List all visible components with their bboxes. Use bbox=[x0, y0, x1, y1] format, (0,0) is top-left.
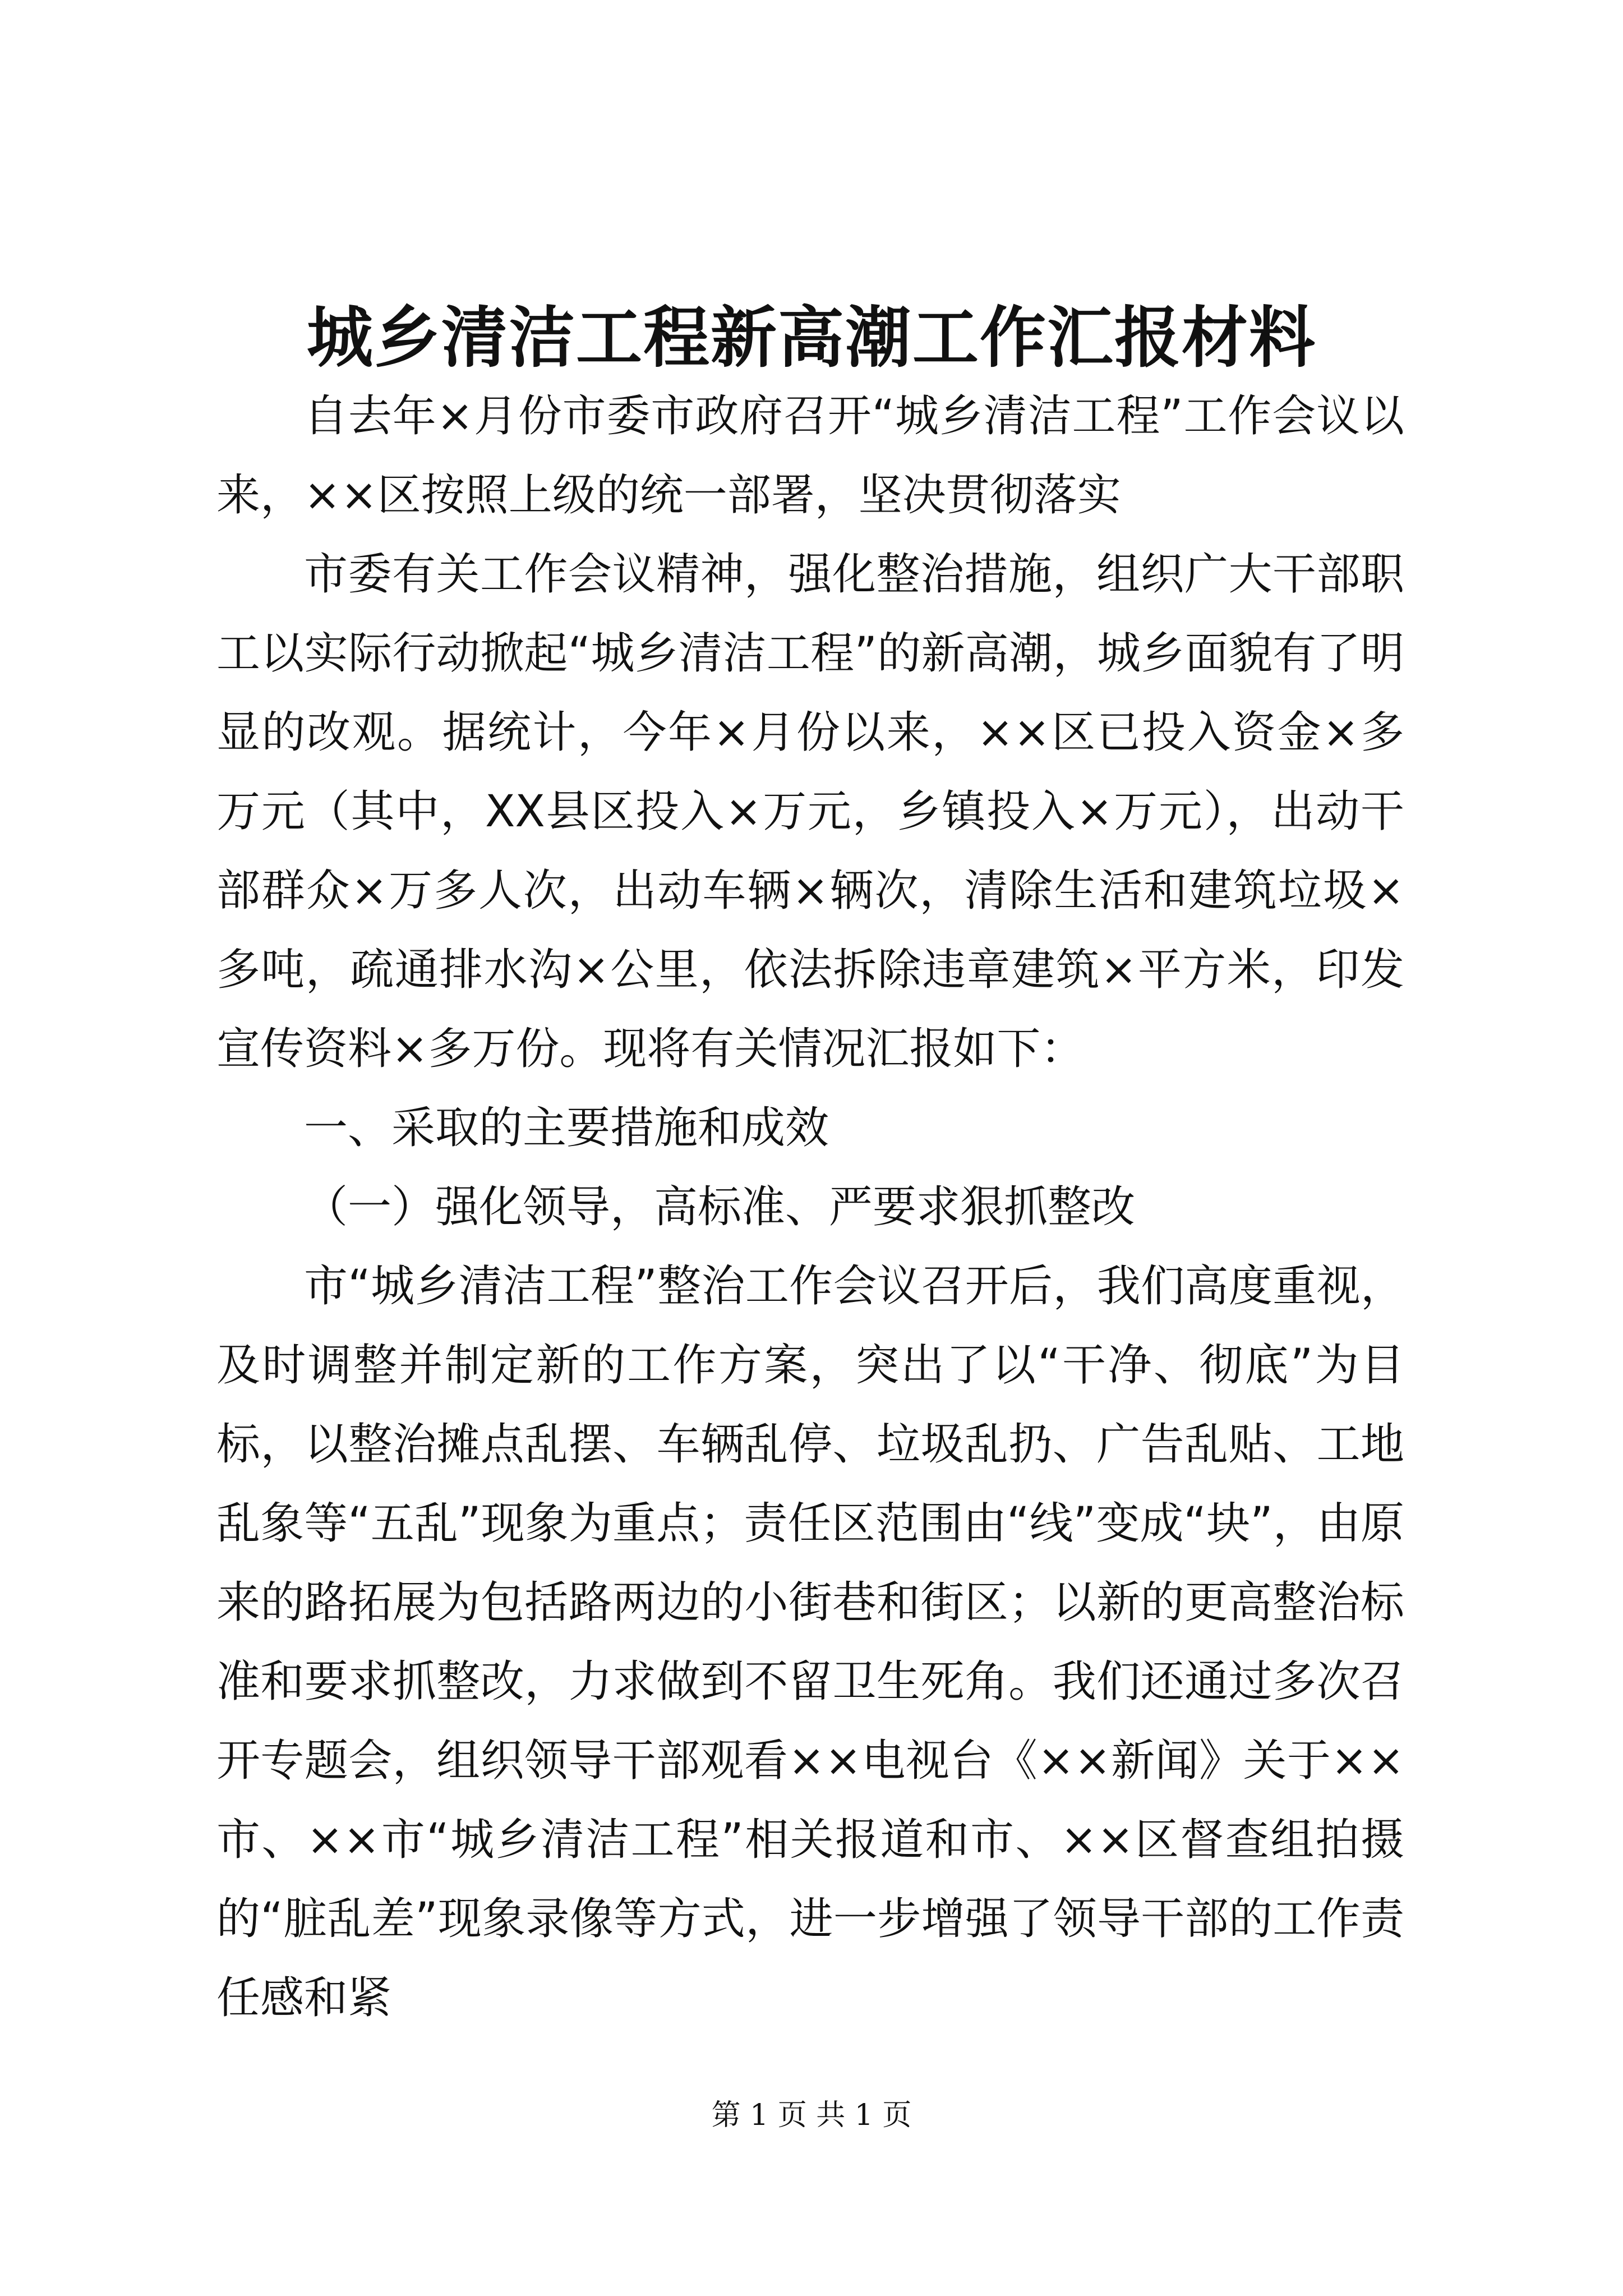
paragraph-statistics: 市委有关工作会议精神，强化整治措施，组织广大干部职工以实际行动掀起“城乡清洁工程”的新高潮，城乡面貌有了明显的改观。据统计，今年×月份以来，××区已投入资金×多万元（其中，XX县区投入×万元，乡镇投入×万元），出动干部群众×万多人次，出动车辆×辆次，清除生活和建筑垃圾×多吨，疏通排水沟×公里，依法拆除违章建筑×平方米，印发宣传资料×多万份。现将有关情况汇报如下： bbox=[216, 549, 1404, 1074]
page-number-footer: 第 1 页 共 1 页 bbox=[711, 2099, 912, 2132]
paragraph-intro: 自去年×月份市委市政府召开“城乡清洁工程”工作会议以来，××区按照上级的统一部署，坚决贯彻落实 bbox=[216, 391, 1404, 521]
paragraph-measures: 市“城乡清洁工程”整治工作会议召开后，我们高度重视，及时调整并制定新的工作方案，突出了以“干净、彻底”为目标，以整治摊点乱摆、车辆乱停、垃圾乱扔、广告乱贴、工地乱象等“五乱”现象为重点；责任区范围由“线”变成“块”，由原来的路拓展为包括路两边的小街巷和街区；以新的更高整治标准和要求抓整改，力求做到不留卫生死角。我们还通过多次召开专题会，组织领导干部观看××电视台《××新闻》关于××市、××市“城乡清洁工程”相关报道和市、××区督查组拍摄的“脏乱差”现象录像等方式，进一步增强了领导干部的工作责任感和紧 bbox=[216, 1261, 1404, 2023]
document-body bbox=[216, 377, 1404, 2038]
page-title: 城乡清洁工程新高潮工作汇报材料 bbox=[306, 298, 1316, 377]
subsection-heading: （一）强化领导，高标准、严要求狠抓整改 bbox=[304, 1182, 1136, 1232]
section-heading: 一、采取的主要措施和成效 bbox=[304, 1103, 829, 1153]
